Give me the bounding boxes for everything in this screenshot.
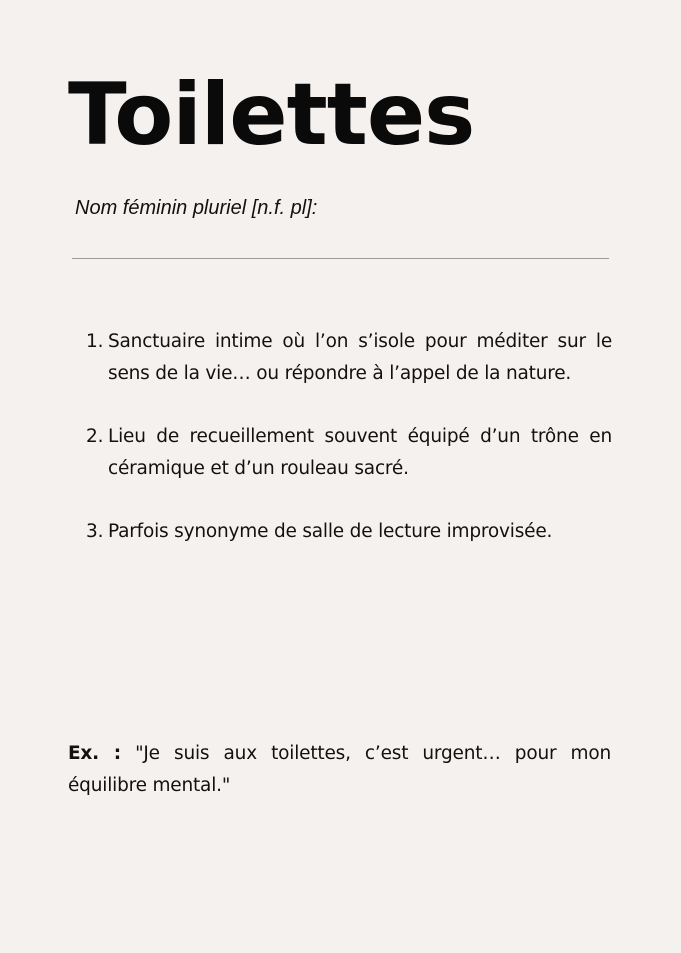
grammar-label: Nom féminin pluriel [n.f. pl]: [75, 197, 318, 219]
definition-item-3 [86, 516, 612, 548]
example-sentence [68, 738, 611, 801]
definition-number: 3. [86, 521, 104, 542]
definition-list [86, 326, 612, 580]
definition-number: 1. [86, 331, 104, 352]
definition-text: Sanctuaire intime où l’on s’isole pour méditer sur le sens de la vie… ou répondre à l’appel de la nature. [108, 331, 612, 384]
definition-item-1 [86, 326, 612, 389]
example-text: "Je suis aux toilettes, c’est urgent… pour mon équilibre mental." [68, 743, 612, 796]
definition-item-2 [86, 421, 612, 484]
example-label: Ex. : [68, 743, 121, 764]
definition-number: 2. [86, 426, 104, 447]
definition-text: Parfois synonyme de salle de lecture improvisée. [108, 521, 553, 542]
entry-title: Toilettes [68, 65, 475, 165]
divider [72, 258, 609, 259]
definition-text: Lieu de recueillement souvent équipé d’un trône en céramique et d’un rouleau sacré. [108, 426, 612, 479]
